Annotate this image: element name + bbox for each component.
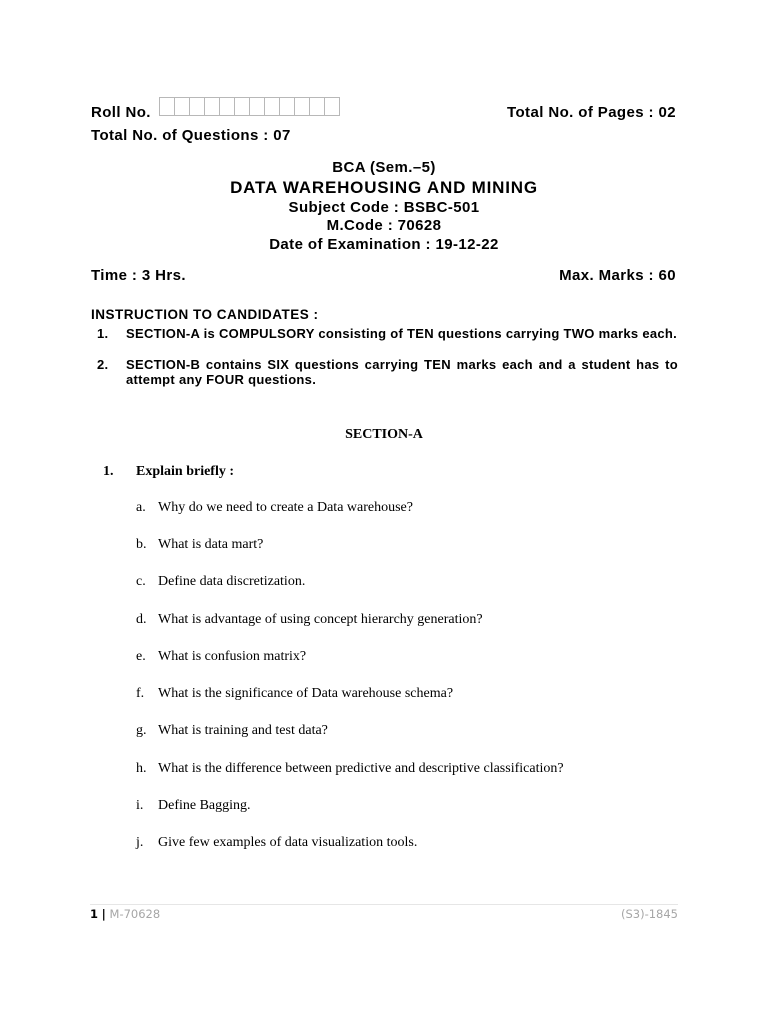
roll-no-box (249, 97, 265, 116)
sub-question-letter: c. (136, 574, 146, 589)
sub-question-letter: j. (136, 835, 144, 850)
sub-question-text: Define data discretization. (158, 574, 306, 589)
total-pages: Total No. of Pages : 02 (507, 104, 676, 121)
instruction-number: 2. (97, 357, 109, 372)
sub-question-text: Why do we need to create a Data warehouse? (158, 500, 413, 515)
sub-question-text: What is the significance of Data warehouse schema? (158, 686, 454, 701)
footer-separator: | (101, 907, 106, 921)
course-line: BCA (Sem.–5) (332, 159, 436, 176)
instruction-text: SECTION-A is COMPULSORY consisting of TEN questions carrying TWO marks each. (126, 326, 678, 341)
sub-question-letter: f. (136, 686, 145, 701)
sub-question-letter: g. (136, 723, 147, 738)
roll-no-box (189, 97, 205, 116)
sub-question-text: What is advantage of using concept hierarchy generation? (158, 612, 483, 627)
sub-question-text: What is data mart? (158, 537, 264, 552)
sub-question-text: What is confusion matrix? (158, 649, 307, 664)
sub-question-text: Give few examples of data visualization tools. (158, 835, 418, 850)
instruction-text: SECTION-B contains SIX questions carrying TEN marks each and a student has to attempt any FOUR questions. (126, 357, 678, 387)
sub-question-text: Define Bagging. (158, 798, 251, 813)
roll-no-box (204, 97, 220, 116)
sub-question-text: What is training and test data? (158, 723, 328, 738)
section-a-title: SECTION-A (345, 427, 423, 442)
instructions-heading: INSTRUCTION TO CANDIDATES : (91, 307, 319, 322)
sub-question-letter: h. (136, 761, 147, 776)
sub-question-letter: d. (136, 612, 147, 627)
sub-question-text: What is the difference between predictive and descriptive classification? (158, 761, 564, 776)
footer-mcode: M-70628 (109, 907, 161, 921)
roll-no-box (309, 97, 325, 116)
page-number: 1 (90, 907, 99, 921)
sub-question-letter: b. (136, 537, 147, 552)
roll-no-box (174, 97, 190, 116)
exam-date: Date of Examination : 19-12-22 (269, 236, 499, 253)
footer-left (90, 907, 160, 921)
subject-title: DATA WAREHOUSING AND MINING (230, 178, 538, 197)
question-number: 1. (103, 464, 114, 479)
question-label: Explain briefly : (136, 464, 235, 479)
subject-code: Subject Code : BSBC-501 (288, 199, 480, 216)
sub-question-letter: a. (136, 500, 146, 515)
roll-no-box (324, 97, 340, 116)
roll-no-box (219, 97, 235, 116)
roll-no-box (264, 97, 280, 116)
total-questions: Total No. of Questions : 07 (91, 127, 291, 144)
m-code: M.Code : 70628 (326, 217, 442, 234)
time-allowed: Time : 3 Hrs. (91, 267, 186, 284)
instruction-number: 1. (97, 326, 109, 341)
max-marks: Max. Marks : 60 (559, 267, 676, 284)
roll-no-box (279, 97, 295, 116)
roll-no-label: Roll No. (91, 104, 151, 121)
sub-question-letter: i. (136, 798, 144, 813)
footer-serial: (S3)-1845 (620, 907, 678, 921)
roll-no-box (234, 97, 250, 116)
footer-divider (90, 904, 678, 905)
roll-no-boxes (159, 97, 339, 116)
roll-no-box (294, 97, 310, 116)
roll-no-box (159, 97, 175, 116)
sub-question-letter: e. (136, 649, 146, 664)
